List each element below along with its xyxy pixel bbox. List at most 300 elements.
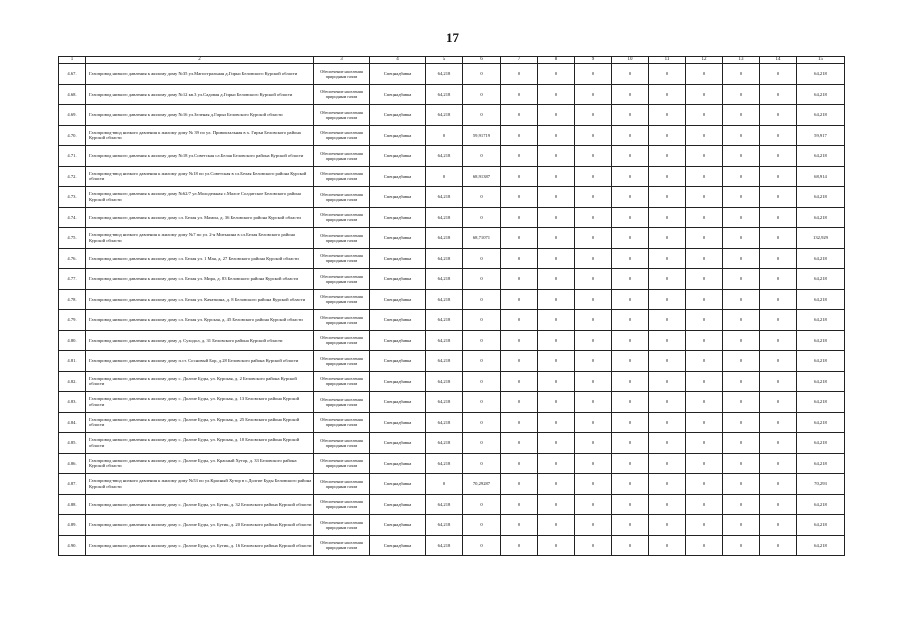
value-col-10: 0 xyxy=(612,125,649,146)
value-col-13: 0 xyxy=(723,84,760,105)
value-col-13: 0 xyxy=(723,351,760,372)
funding-source-cell: Спецнадбавка xyxy=(370,248,426,269)
value-col-13: 0 xyxy=(723,146,760,167)
value-col-8: 0 xyxy=(538,187,575,208)
object-name: Газопровод низкого давления к жилому дому сл. Белая ул. Качаткина, д. 8 Беловского района Курской области xyxy=(86,289,314,310)
column-number-9: 9 xyxy=(575,57,612,64)
value-col-10: 0 xyxy=(612,474,649,495)
table-row xyxy=(59,166,845,187)
purpose-cell: Обеспечение населения природным газом xyxy=(314,166,370,187)
row-number: 4.69. xyxy=(59,105,86,126)
value-col-11: 0 xyxy=(649,64,686,85)
value-col-10: 0 xyxy=(612,392,649,413)
value-col-6: 0 xyxy=(463,371,501,392)
value-col-12: 0 xyxy=(686,187,723,208)
row-number: 4.73. xyxy=(59,187,86,208)
value-col-9: 0 xyxy=(575,392,612,413)
value-col-5: 64,218 xyxy=(426,392,463,413)
value-col-12: 0 xyxy=(686,412,723,433)
object-name: Газопровод низкого давления к жилому дому с. Долгие Буды, ул. Бутик, д. 32 Беловского района Курской области xyxy=(86,494,314,515)
value-col-14: 0 xyxy=(760,535,797,556)
funding-source-cell: Спецнадбавка xyxy=(370,228,426,249)
value-col-11: 0 xyxy=(649,330,686,351)
object-name: Газопровод низкого давления к жилому дому с. Долгие Буды, ул. Бутик, д. 16 Беловского района Курской области xyxy=(86,535,314,556)
table-row xyxy=(59,187,845,208)
value-col-13: 0 xyxy=(723,494,760,515)
value-col-12: 0 xyxy=(686,125,723,146)
value-col-11: 0 xyxy=(649,453,686,474)
value-col-6: 0 xyxy=(463,84,501,105)
value-col-10: 0 xyxy=(612,494,649,515)
value-col-9: 0 xyxy=(575,412,612,433)
value-col-8: 0 xyxy=(538,494,575,515)
value-col-7: 0 xyxy=(501,310,538,331)
funding-source-cell: Спецнадбавка xyxy=(370,371,426,392)
row-number: 4.83. xyxy=(59,392,86,413)
value-col-13: 0 xyxy=(723,64,760,85)
purpose-cell: Обеспечение населения природным газом xyxy=(314,474,370,495)
table-row xyxy=(59,207,845,228)
value-col-14: 0 xyxy=(760,392,797,413)
row-number: 4.80. xyxy=(59,330,86,351)
value-col-8: 0 xyxy=(538,289,575,310)
row-number: 4.71. xyxy=(59,146,86,167)
table-row xyxy=(59,269,845,290)
value-col-5: 64,218 xyxy=(426,494,463,515)
object-name: Газопровод низкого давления к жилому дому сл. Белая ул. Мамон, д. 36 Беловского района Курской области xyxy=(86,207,314,228)
value-col-13: 0 xyxy=(723,453,760,474)
table-row xyxy=(59,474,845,495)
value-col-12: 0 xyxy=(686,228,723,249)
value-col-13: 0 xyxy=(723,310,760,331)
value-col-13: 0 xyxy=(723,330,760,351)
value-col-8: 0 xyxy=(538,371,575,392)
value-col-6: 0 xyxy=(463,433,501,454)
value-col-14: 0 xyxy=(760,228,797,249)
value-col-10: 0 xyxy=(612,64,649,85)
value-col-9: 0 xyxy=(575,105,612,126)
value-col-6: 0 xyxy=(463,248,501,269)
value-col-7: 0 xyxy=(501,228,538,249)
object-name: Газопровод низкого давления к жилому дому п.ст. Сосновый Бор, д.28 Беловского района Курской области xyxy=(86,351,314,372)
value-col-6: 0 xyxy=(463,64,501,85)
funding-source-cell: Спецнадбавка xyxy=(370,125,426,146)
value-col-14: 0 xyxy=(760,310,797,331)
value-col-5: 64,218 xyxy=(426,515,463,536)
object-name: Газопровод-ввод низкого давления к жилому дому № 39 по ул. Привокзальная в х. Гирьи Беловского района Курской области xyxy=(86,125,314,146)
value-col-8: 0 xyxy=(538,207,575,228)
value-col-10: 0 xyxy=(612,535,649,556)
value-col-8: 0 xyxy=(538,84,575,105)
value-col-15-total: 64,218 xyxy=(797,453,845,474)
purpose-cell: Обеспечение населения природным газом xyxy=(314,228,370,249)
purpose-cell: Обеспечение населения природным газом xyxy=(314,351,370,372)
purpose-cell: Обеспечение населения природным газом xyxy=(314,105,370,126)
column-number-7: 7 xyxy=(501,57,538,64)
purpose-cell: Обеспечение населения природным газом xyxy=(314,269,370,290)
value-col-9: 0 xyxy=(575,310,612,331)
value-col-11: 0 xyxy=(649,228,686,249)
value-col-13: 0 xyxy=(723,289,760,310)
value-col-9: 0 xyxy=(575,248,612,269)
value-col-9: 0 xyxy=(575,146,612,167)
value-col-10: 0 xyxy=(612,248,649,269)
row-number: 4.90. xyxy=(59,535,86,556)
row-number: 4.85. xyxy=(59,433,86,454)
value-col-13: 0 xyxy=(723,269,760,290)
funding-source-cell: Спецнадбавка xyxy=(370,392,426,413)
value-col-5: 64,218 xyxy=(426,269,463,290)
value-col-11: 0 xyxy=(649,392,686,413)
value-col-11: 0 xyxy=(649,187,686,208)
value-col-14: 0 xyxy=(760,515,797,536)
object-name: Газопровод-ввод низкого давления к жилому дому №18 по ул.Советская в сл.Белая Беловского района Курской области xyxy=(86,166,314,187)
row-number: 4.81. xyxy=(59,351,86,372)
value-col-6: 0 xyxy=(463,351,501,372)
value-col-9: 0 xyxy=(575,269,612,290)
funding-source-cell: Спецнадбавка xyxy=(370,84,426,105)
value-col-5: 64,218 xyxy=(426,146,463,167)
value-col-8: 0 xyxy=(538,330,575,351)
value-col-12: 0 xyxy=(686,84,723,105)
table-row xyxy=(59,330,845,351)
purpose-cell: Обеспечение населения природным газом xyxy=(314,433,370,454)
value-col-9: 0 xyxy=(575,289,612,310)
value-col-7: 0 xyxy=(501,515,538,536)
value-col-5: 64,218 xyxy=(426,228,463,249)
row-number: 4.76. xyxy=(59,248,86,269)
value-col-6: 0 xyxy=(463,187,501,208)
value-col-11: 0 xyxy=(649,535,686,556)
page-number: 17 xyxy=(446,30,459,45)
value-col-7: 0 xyxy=(501,125,538,146)
value-col-8: 0 xyxy=(538,105,575,126)
value-col-6: 0 xyxy=(463,494,501,515)
value-col-15-total: 64,218 xyxy=(797,371,845,392)
value-col-15-total: 64,218 xyxy=(797,146,845,167)
purpose-cell: Обеспечение населения природным газом xyxy=(314,84,370,105)
value-col-5: 64,218 xyxy=(426,433,463,454)
value-col-7: 0 xyxy=(501,289,538,310)
value-col-11: 0 xyxy=(649,371,686,392)
value-col-12: 0 xyxy=(686,105,723,126)
value-col-5: 64,218 xyxy=(426,187,463,208)
value-col-5: 64,218 xyxy=(426,84,463,105)
value-col-7: 0 xyxy=(501,351,538,372)
value-col-14: 0 xyxy=(760,105,797,126)
object-name: Газопровод низкого давления к жилому дому с. Долгие Буды, ул. Курская, д. 10 Беловского района Курской области xyxy=(86,433,314,454)
value-col-15-total: 64,218 xyxy=(797,187,845,208)
value-col-13: 0 xyxy=(723,125,760,146)
value-col-9: 0 xyxy=(575,330,612,351)
value-col-6: 0 xyxy=(463,453,501,474)
column-number-12: 12 xyxy=(686,57,723,64)
value-col-15-total: 70,293 xyxy=(797,474,845,495)
value-col-15-total: 64,218 xyxy=(797,207,845,228)
row-number: 4.79. xyxy=(59,310,86,331)
column-number-2: 2 xyxy=(86,57,314,64)
row-number: 4.78. xyxy=(59,289,86,310)
value-col-13: 0 xyxy=(723,392,760,413)
value-col-9: 0 xyxy=(575,166,612,187)
value-col-5: 64,218 xyxy=(426,310,463,331)
value-col-6: 0 xyxy=(463,392,501,413)
funding-source-cell: Спецнадбавка xyxy=(370,269,426,290)
value-col-8: 0 xyxy=(538,228,575,249)
value-col-11: 0 xyxy=(649,166,686,187)
value-col-7: 0 xyxy=(501,535,538,556)
value-col-9: 0 xyxy=(575,535,612,556)
value-col-12: 0 xyxy=(686,289,723,310)
object-name: Газопровод низкого давления к жилому дому с. Долгие Буды, ул. Курская, д. 13 Беловского района Курской области xyxy=(86,392,314,413)
value-col-14: 0 xyxy=(760,351,797,372)
value-col-5: 64,218 xyxy=(426,330,463,351)
row-number: 4.84. xyxy=(59,412,86,433)
funding-source-cell: Спецнадбавка xyxy=(370,412,426,433)
value-col-6: 0 xyxy=(463,515,501,536)
funding-source-cell: Спецнадбавка xyxy=(370,351,426,372)
value-col-14: 0 xyxy=(760,330,797,351)
row-number: 4.87. xyxy=(59,474,86,495)
value-col-10: 0 xyxy=(612,310,649,331)
purpose-cell: Обеспечение населения природным газом xyxy=(314,289,370,310)
funding-source-cell: Спецнадбавка xyxy=(370,64,426,85)
object-name: Газопровод низкого давления к жилому дому с. Долгие Буды, ул. Бутик, д. 20 Беловского района Курской области xyxy=(86,515,314,536)
object-name: Газопровод низкого давления к жилому дому №16 ул.Зеленая д.Гирьи Беловского Курской области xyxy=(86,105,314,126)
value-col-7: 0 xyxy=(501,166,538,187)
value-col-10: 0 xyxy=(612,228,649,249)
value-col-12: 0 xyxy=(686,371,723,392)
column-number-3: 3 xyxy=(314,57,370,64)
column-number-8: 8 xyxy=(538,57,575,64)
value-col-15-total: 64,218 xyxy=(797,494,845,515)
value-col-15-total: 59,917 xyxy=(797,125,845,146)
column-number-4: 4 xyxy=(370,57,426,64)
value-col-11: 0 xyxy=(649,474,686,495)
value-col-10: 0 xyxy=(612,412,649,433)
value-col-8: 0 xyxy=(538,515,575,536)
investment-table xyxy=(58,56,845,556)
value-col-8: 0 xyxy=(538,125,575,146)
object-name: Газопровод низкого давления к жилому дому №62/7 ул.Молодежная с.Малое Солдатское Беловского района Курской области xyxy=(86,187,314,208)
value-col-13: 0 xyxy=(723,228,760,249)
value-col-12: 0 xyxy=(686,515,723,536)
column-number-13: 13 xyxy=(723,57,760,64)
object-name: Газопровод низкого давления к жилому дому сл. Белая ул. Мира, д. 83 Беловского района Курской области xyxy=(86,269,314,290)
value-col-10: 0 xyxy=(612,166,649,187)
value-col-12: 0 xyxy=(686,207,723,228)
value-col-14: 0 xyxy=(760,187,797,208)
funding-source-cell: Спецнадбавка xyxy=(370,515,426,536)
value-col-12: 0 xyxy=(686,310,723,331)
table-row xyxy=(59,105,845,126)
value-col-6: 68,91387 xyxy=(463,166,501,187)
value-col-13: 0 xyxy=(723,166,760,187)
value-col-5: 64,218 xyxy=(426,371,463,392)
value-col-14: 0 xyxy=(760,269,797,290)
value-col-5: 64,218 xyxy=(426,64,463,85)
purpose-cell: Обеспечение населения природным газом xyxy=(314,515,370,536)
value-col-7: 0 xyxy=(501,392,538,413)
funding-source-cell: Спецнадбавка xyxy=(370,433,426,454)
value-col-12: 0 xyxy=(686,248,723,269)
value-col-9: 0 xyxy=(575,187,612,208)
value-col-6: 0 xyxy=(463,269,501,290)
value-col-13: 0 xyxy=(723,371,760,392)
purpose-cell: Обеспечение населения природным газом xyxy=(314,392,370,413)
value-col-9: 0 xyxy=(575,371,612,392)
value-col-15-total: 64,218 xyxy=(797,433,845,454)
funding-source-cell: Спецнадбавка xyxy=(370,474,426,495)
value-col-11: 0 xyxy=(649,269,686,290)
value-col-10: 0 xyxy=(612,433,649,454)
value-col-10: 0 xyxy=(612,371,649,392)
value-col-6: 0 xyxy=(463,535,501,556)
value-col-11: 0 xyxy=(649,207,686,228)
value-col-7: 0 xyxy=(501,105,538,126)
value-col-15-total: 132,929 xyxy=(797,228,845,249)
value-col-14: 0 xyxy=(760,146,797,167)
value-col-6: 68,71071 xyxy=(463,228,501,249)
value-col-9: 0 xyxy=(575,84,612,105)
purpose-cell: Обеспечение населения природным газом xyxy=(314,371,370,392)
value-col-15-total: 64,218 xyxy=(797,64,845,85)
value-col-11: 0 xyxy=(649,248,686,269)
value-col-12: 0 xyxy=(686,535,723,556)
value-col-12: 0 xyxy=(686,269,723,290)
object-name: Газопровод низкого давления к жилому дому сл. Белая ул. Курская, д. 45 Беловского района Курской области xyxy=(86,310,314,331)
table-row xyxy=(59,248,845,269)
value-col-7: 0 xyxy=(501,64,538,85)
row-number: 4.82. xyxy=(59,371,86,392)
table-row xyxy=(59,289,845,310)
column-number-15: 15 xyxy=(797,57,845,64)
value-col-8: 0 xyxy=(538,64,575,85)
value-col-14: 0 xyxy=(760,166,797,187)
value-col-7: 0 xyxy=(501,187,538,208)
table-row xyxy=(59,351,845,372)
value-col-10: 0 xyxy=(612,207,649,228)
column-number-5: 5 xyxy=(426,57,463,64)
value-col-11: 0 xyxy=(649,125,686,146)
value-col-10: 0 xyxy=(612,330,649,351)
funding-source-cell: Спецнадбавка xyxy=(370,535,426,556)
row-number: 4.77. xyxy=(59,269,86,290)
row-number: 4.88. xyxy=(59,494,86,515)
value-col-6: 0 xyxy=(463,207,501,228)
table-row xyxy=(59,310,845,331)
value-col-12: 0 xyxy=(686,433,723,454)
object-name: Газопровод низкого давления к жилому дому №18 ул.Советская сл.Белая Беловского района Курской области xyxy=(86,146,314,167)
value-col-8: 0 xyxy=(538,166,575,187)
value-col-5: 0 xyxy=(426,125,463,146)
value-col-7: 0 xyxy=(501,412,538,433)
value-col-12: 0 xyxy=(686,330,723,351)
object-name: Газопровод-ввод низкого давления к жилому дому №53 по ул.Красный Хутор в с.Долгие Буды Беловского района Курской области xyxy=(86,474,314,495)
value-col-15-total: 64,218 xyxy=(797,269,845,290)
value-col-9: 0 xyxy=(575,207,612,228)
column-number-6: 6 xyxy=(463,57,501,64)
table-row xyxy=(59,535,845,556)
funding-source-cell: Спецнадбавка xyxy=(370,453,426,474)
purpose-cell: Обеспечение населения природным газом xyxy=(314,146,370,167)
value-col-7: 0 xyxy=(501,453,538,474)
column-number-1: 1 xyxy=(59,57,86,64)
value-col-11: 0 xyxy=(649,412,686,433)
value-col-6: 0 xyxy=(463,289,501,310)
row-number: 4.75. xyxy=(59,228,86,249)
value-col-10: 0 xyxy=(612,289,649,310)
value-col-5: 64,218 xyxy=(426,535,463,556)
value-col-7: 0 xyxy=(501,433,538,454)
value-col-11: 0 xyxy=(649,289,686,310)
purpose-cell: Обеспечение населения природным газом xyxy=(314,64,370,85)
object-name: Газопровод низкого давления к жилому дому д. Суходол, д. 31 Беловского района Курской области xyxy=(86,330,314,351)
table-row xyxy=(59,228,845,249)
value-col-14: 0 xyxy=(760,84,797,105)
value-col-13: 0 xyxy=(723,535,760,556)
value-col-12: 0 xyxy=(686,146,723,167)
value-col-6: 0 xyxy=(463,330,501,351)
value-col-7: 0 xyxy=(501,146,538,167)
value-col-14: 0 xyxy=(760,494,797,515)
value-col-5: 64,218 xyxy=(426,289,463,310)
value-col-6: 0 xyxy=(463,105,501,126)
value-col-15-total: 64,218 xyxy=(797,289,845,310)
value-col-9: 0 xyxy=(575,64,612,85)
value-col-6: 59,91719 xyxy=(463,125,501,146)
value-col-6: 0 xyxy=(463,146,501,167)
value-col-14: 0 xyxy=(760,371,797,392)
value-col-5: 64,218 xyxy=(426,248,463,269)
column-number-10: 10 xyxy=(612,57,649,64)
value-col-10: 0 xyxy=(612,351,649,372)
value-col-6: 0 xyxy=(463,412,501,433)
value-col-11: 0 xyxy=(649,433,686,454)
value-col-13: 0 xyxy=(723,207,760,228)
value-col-15-total: 64,218 xyxy=(797,535,845,556)
purpose-cell: Обеспечение населения природным газом xyxy=(314,453,370,474)
value-col-9: 0 xyxy=(575,433,612,454)
table-row xyxy=(59,371,845,392)
value-col-7: 0 xyxy=(501,371,538,392)
object-name: Газопровод низкого давления к жилому дому с. Долгие Буды, ул. Курская, д. 2 Беловского района Курской области xyxy=(86,371,314,392)
value-col-9: 0 xyxy=(575,515,612,536)
row-number: 4.74. xyxy=(59,207,86,228)
purpose-cell: Обеспечение населения природным газом xyxy=(314,494,370,515)
value-col-15-total: 64,218 xyxy=(797,412,845,433)
value-col-6: 70,29287 xyxy=(463,474,501,495)
value-col-7: 0 xyxy=(501,269,538,290)
value-col-15-total: 64,218 xyxy=(797,310,845,331)
value-col-12: 0 xyxy=(686,494,723,515)
purpose-cell: Обеспечение населения природным газом xyxy=(314,187,370,208)
value-col-14: 0 xyxy=(760,289,797,310)
value-col-9: 0 xyxy=(575,125,612,146)
value-col-11: 0 xyxy=(649,105,686,126)
value-col-14: 0 xyxy=(760,207,797,228)
value-col-13: 0 xyxy=(723,105,760,126)
table-row xyxy=(59,64,845,85)
value-col-11: 0 xyxy=(649,515,686,536)
value-col-10: 0 xyxy=(612,515,649,536)
funding-source-cell: Спецнадбавка xyxy=(370,494,426,515)
value-col-5: 0 xyxy=(426,474,463,495)
funding-source-cell: Спецнадбавка xyxy=(370,146,426,167)
value-col-14: 0 xyxy=(760,125,797,146)
funding-source-cell: Спецнадбавка xyxy=(370,289,426,310)
value-col-9: 0 xyxy=(575,494,612,515)
